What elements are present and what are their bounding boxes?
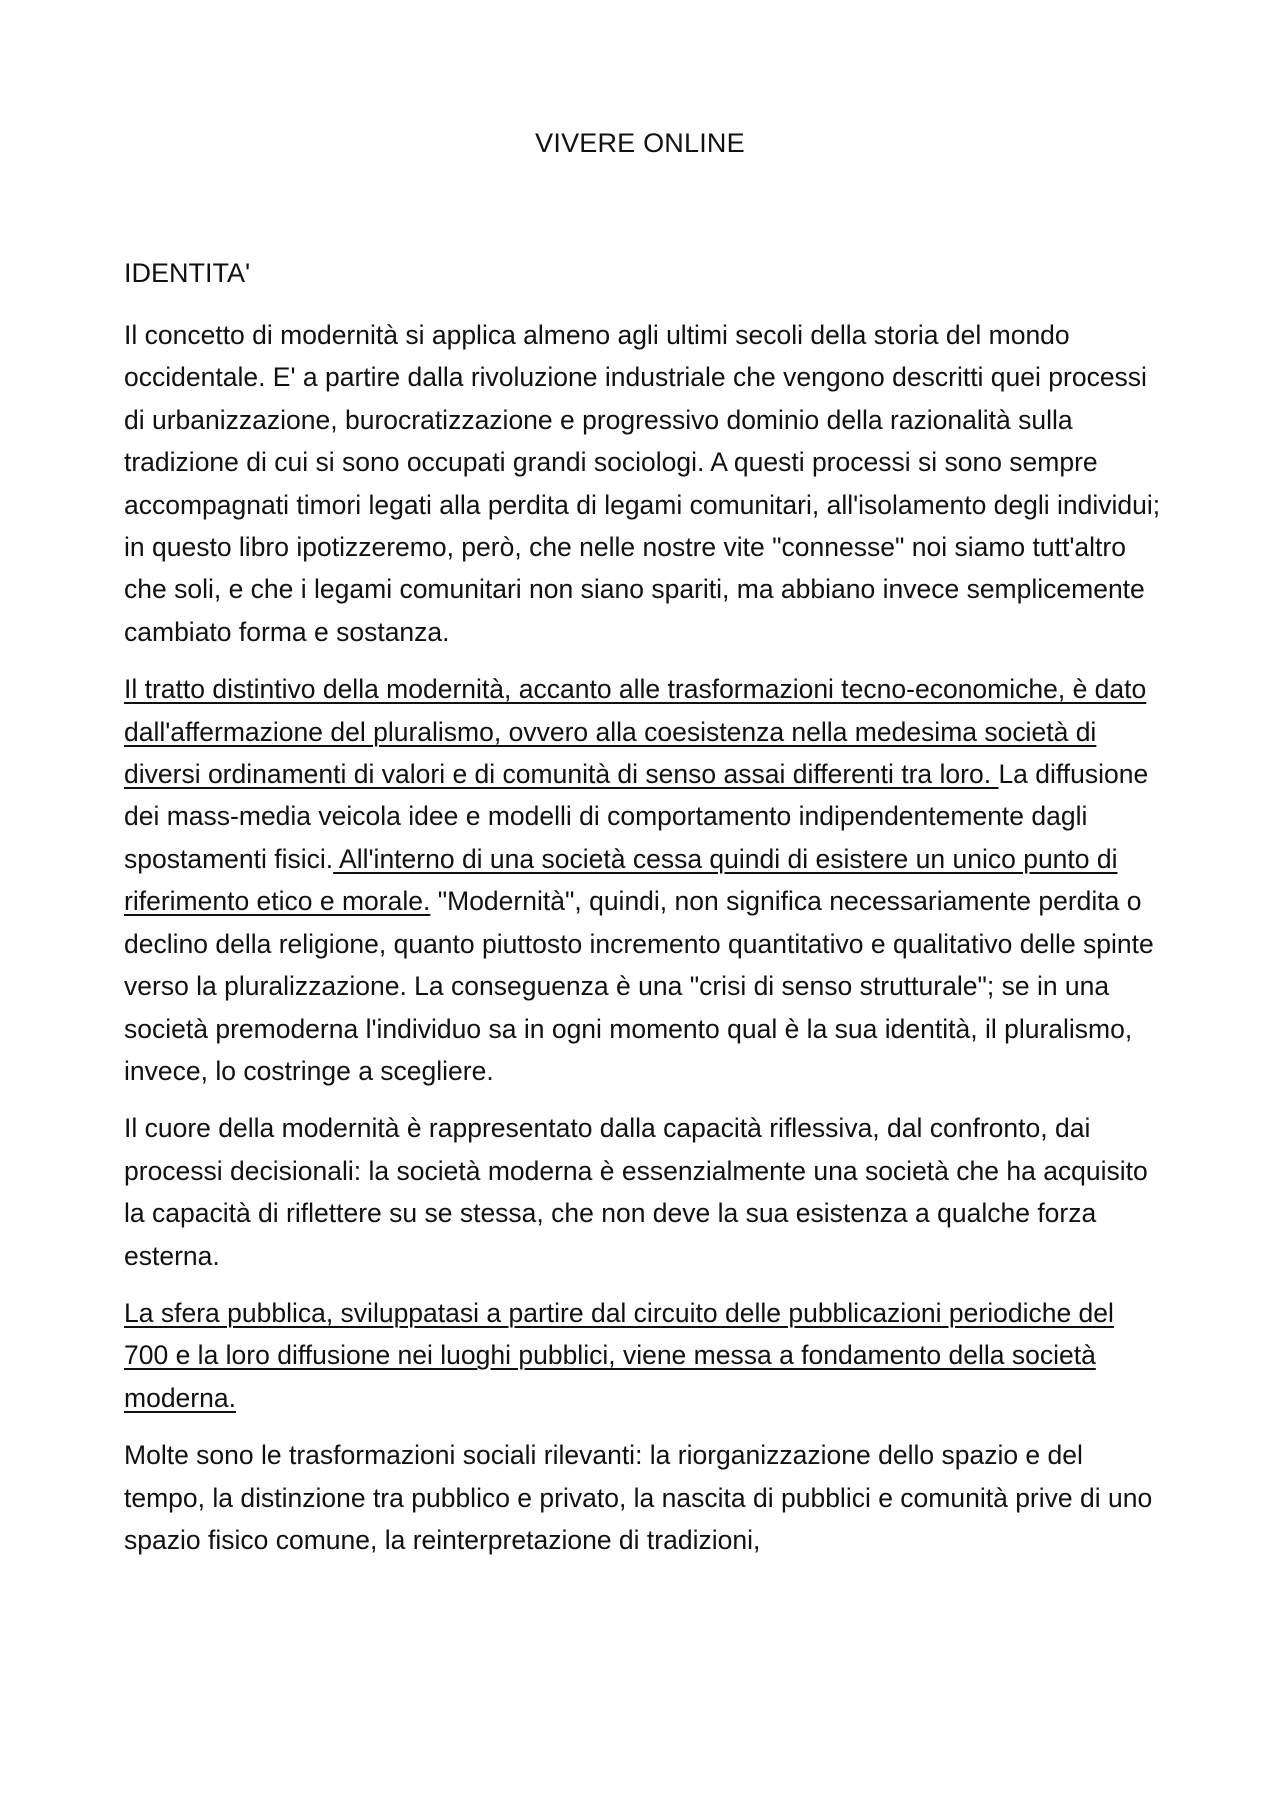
text-segment: Il cuore della modernità è rappresentato dalla capacità riflessiva, dal confronto, dai processi decisionali: la società moderna è essenzialmente una società che ha acquisito la capacità di riflettere su se stessa, che non deve la sua esistenza a qualche forza esterna. [124,1113,1148,1271]
paragraph [124,668,1164,1092]
underlined-text-segment: La sfera pubblica, sviluppatasi a partire dal circuito delle pubblicazioni periodiche del 700 e la loro diffusione nei luoghi pubblici, viene messa a fondamento della società moderna. [124,1297,1114,1413]
paragraph [124,314,1164,653]
paragraph [124,1434,1164,1561]
underlined-text-segment: All'interno di una società cessa quindi di esistere un unico punto di riferimento etico e morale. [124,843,1118,917]
body-text [124,314,1164,1576]
underlined-text-segment: Il tratto distintivo della modernità, accanto alle trasformazioni tecno-economiche, è dato dall'affermazione del pluralismo, ovvero alla coesistenza nella medesima società di diversi ordinamenti di valori e di comunità di senso assai differenti tra loro. [124,674,1147,790]
text-segment: La diffusione dei mass-media veicola idee e modelli di comportamento indipendentemente dagli spostamenti fisici. [124,759,1149,874]
paragraph [124,1107,1164,1277]
text-segment: "Modernità", quindi, non significa necessariamente perdita o declino della religione, quanto piuttosto incremento quantitativo e qualitativo delle spinte verso la pluralizzazione. La conseguenza è una "crisi di senso strutturale"; se in una società premoderna l'individuo sa in ogni momento qual è la sua identità, il pluralismo, invece, lo costringe a scegliere. [124,886,1154,1086]
section-heading: IDENTITA' [124,258,251,288]
document-title: VIVERE ONLINE [535,128,745,158]
paragraph [124,1292,1164,1419]
text-segment: Il concetto di modernità si applica almeno agli ultimi secoli della storia del mondo occidentale. E' a partire dalla rivoluzione industriale che vengono descritti quei processi di urbanizzazione, burocratizzazione e progressivo dominio della razionalità sulla tradizione di cui si sono occupati grandi sociologi. A questi processi si sono sempre accompagnati timori legati alla perdita di legami comunitari, all'isolamento degli individui; in questo libro ipotizzeremo, però, che nelle nostre vite "connesse" noi siamo tutt'altro che soli, e che i legami comunitari non siano spariti, ma abbiano invece semplicemente cambiato forma e sostanza. [124,320,1161,647]
text-segment: Molte sono le trasformazioni sociali rilevanti: la riorganizzazione dello spazio e del tempo, la distinzione tra pubblico e privato, la nascita di pubblici e comunità prive di uno spazio fisico comune, la reinterpretazione di tradizioni, [124,1440,1153,1555]
